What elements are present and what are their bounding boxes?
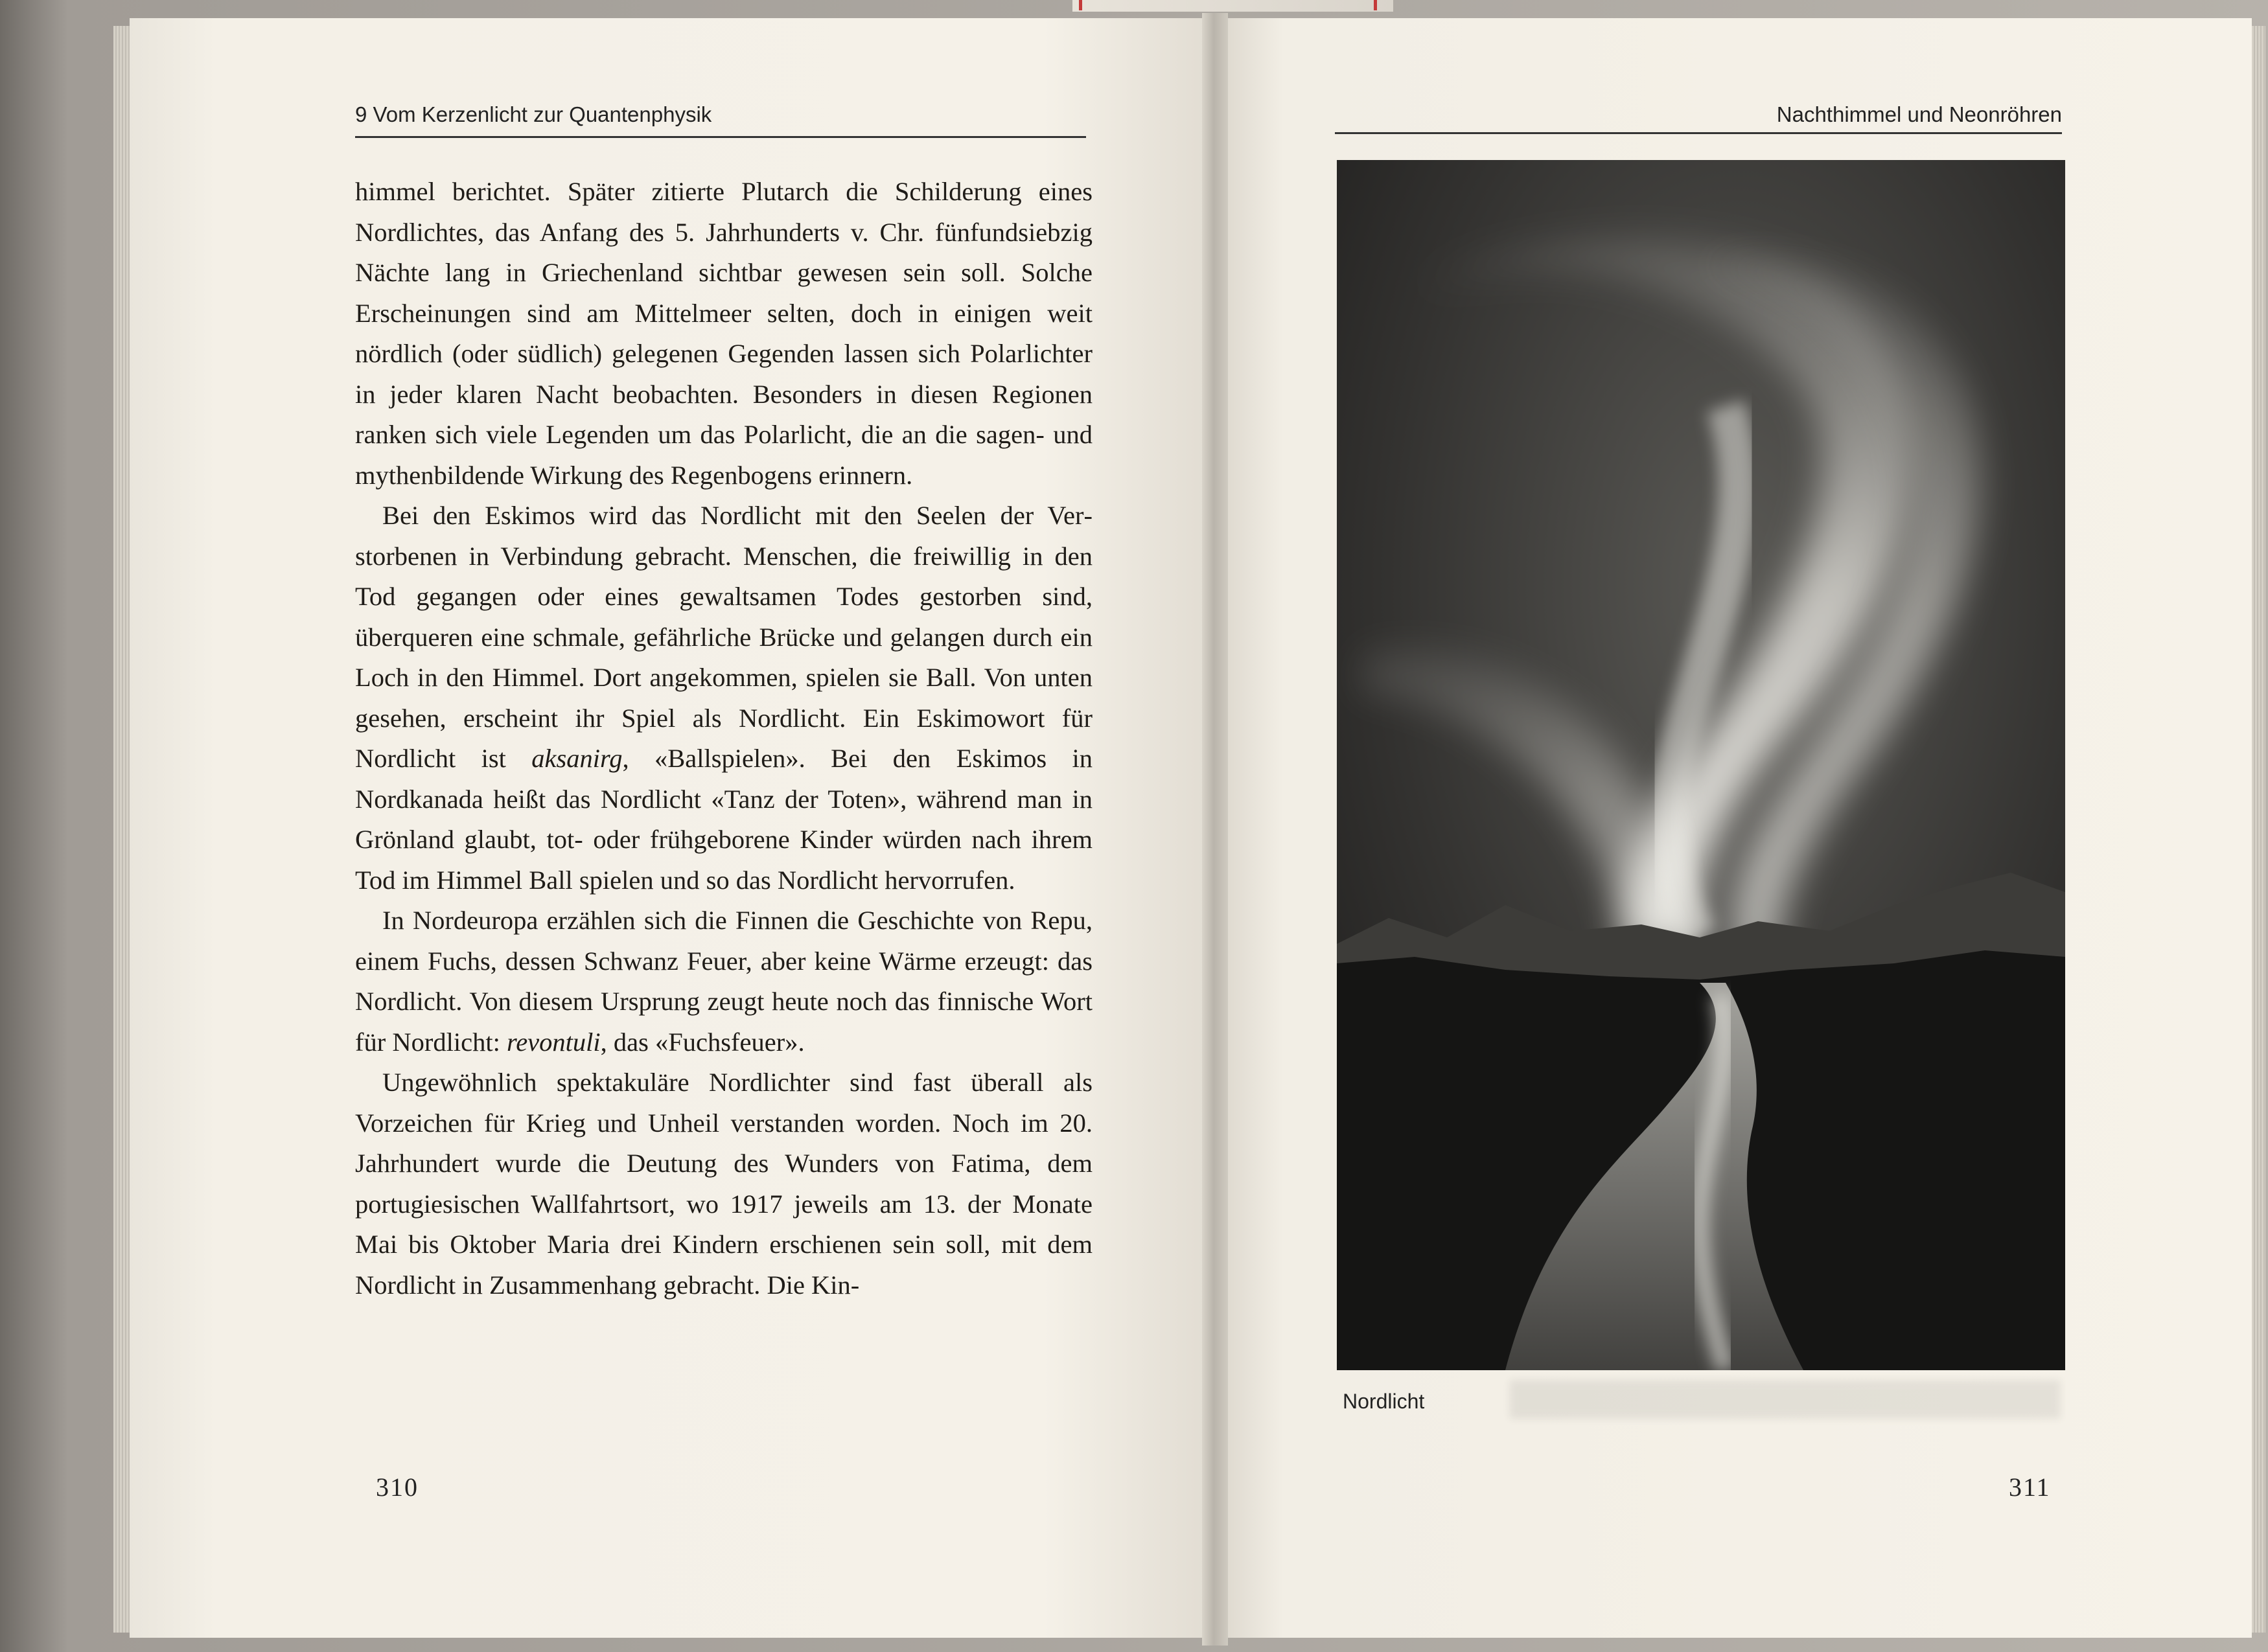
- bookmark-strip: [1072, 0, 1393, 12]
- photo-caption: Nordlicht: [1343, 1390, 1425, 1413]
- running-head-left: 9 Vom Kerzenlicht zur Quantenphysik: [355, 102, 712, 126]
- page-edges-left: [113, 26, 130, 1633]
- paragraph-text: Ungewöhnlich spektakuläre Nordlichter sind fast überall als Vorzeichen für Krieg und Unheil verstanden worden. Noch im 20. Jahrhundert wurde die Deutung des Wunders von Fatima, dem portugiesischen Wallfahrtsort, wo 1917 jeweils am 13. der Monate Mai bis Oktober Maria drei Kindern erschienen sein soll, mit dem Nordlicht in Zusammenhang gebracht. Die Kin-: [355, 1068, 1093, 1300]
- paragraph-text: , das «Fuchsfeuer».: [600, 1027, 805, 1057]
- header-rule-left: [355, 136, 1086, 138]
- paragraph-text: Bei den Eskimos wird das Nordlicht mit den Seelen der Verstorbenen in Verbindung gebracht. Menschen, die freiwillig in den Tod gegangen oder eines gewaltsamen Todes gestorben sind, überqueren eine schmale, gefährliche Brücke und gelangen durch ein Loch in den Himmel. Dort angekommen, spielen sie Ball. Von unten gesehen, erscheint ihr Spiel als Nordlicht. Ein Eskimowort für Nordlicht ist: [355, 501, 1093, 773]
- paragraph-text: himmel berichtet. Später zitierte Plutarch die Schilderung eines Nordlichtes, das Anfang des 5. Jahrhunderts v. Chr. fünfundsiebzig Nächte lang in Griechenland sichtbar gewesen sein soll. Solche Erscheinungen sind am Mittelmeer selten, doch in einigen weit nördlich (oder südlich) gelegenen Gegenden lassen sich Polarlichter in jeder klaren Nacht beobachten. Besonders in diesen Regionen ranken sich viele Legenden um das Polarlicht, die an die sagen- und mythenbildende Wirkung des Regenbogens erinnern.: [355, 177, 1093, 490]
- paragraph: [355, 1062, 1093, 1305]
- paragraph-text: In Nordeuropa erzählen sich die Finnen die Geschichte von Repu, einem Fuchs, dessen Schwanz Feuer, aber keine Wärme erzeugt: das Nordlicht. Von diesem Ursprung zeugt heute noch das finnische Wort für Nordlicht:: [355, 906, 1093, 1057]
- paragraph-text: , «Ballspielen». Bei den Eskimos in Nordkanada heißt das Nordlicht «Tanz der Toten», während man in Grönland glaubt, tot- oder frühgeborene Kinder würden nach ihrem Tod im Himmel Ball spielen und so das Nordlicht hervorrufen.: [355, 744, 1093, 895]
- paragraph: [355, 901, 1093, 1062]
- italic-term: revontuli: [506, 1027, 601, 1057]
- book-gutter: [1202, 13, 1228, 1646]
- header-rule-right: [1335, 132, 2062, 134]
- aurora-photo: [1337, 160, 2065, 1370]
- show-through-text: [1510, 1380, 2061, 1419]
- page-number-left: 310: [376, 1473, 419, 1502]
- italic-term: aksanirg: [531, 744, 623, 773]
- body-text: [355, 172, 1093, 1305]
- paragraph: [355, 496, 1093, 901]
- ribbon-marker: [1374, 0, 1377, 10]
- ribbon-marker: [1079, 0, 1082, 10]
- running-head-right: Nachthimmel und Neonröhren: [1776, 102, 2062, 126]
- page-number-right: 311: [2009, 1473, 2051, 1502]
- paragraph: [355, 172, 1093, 496]
